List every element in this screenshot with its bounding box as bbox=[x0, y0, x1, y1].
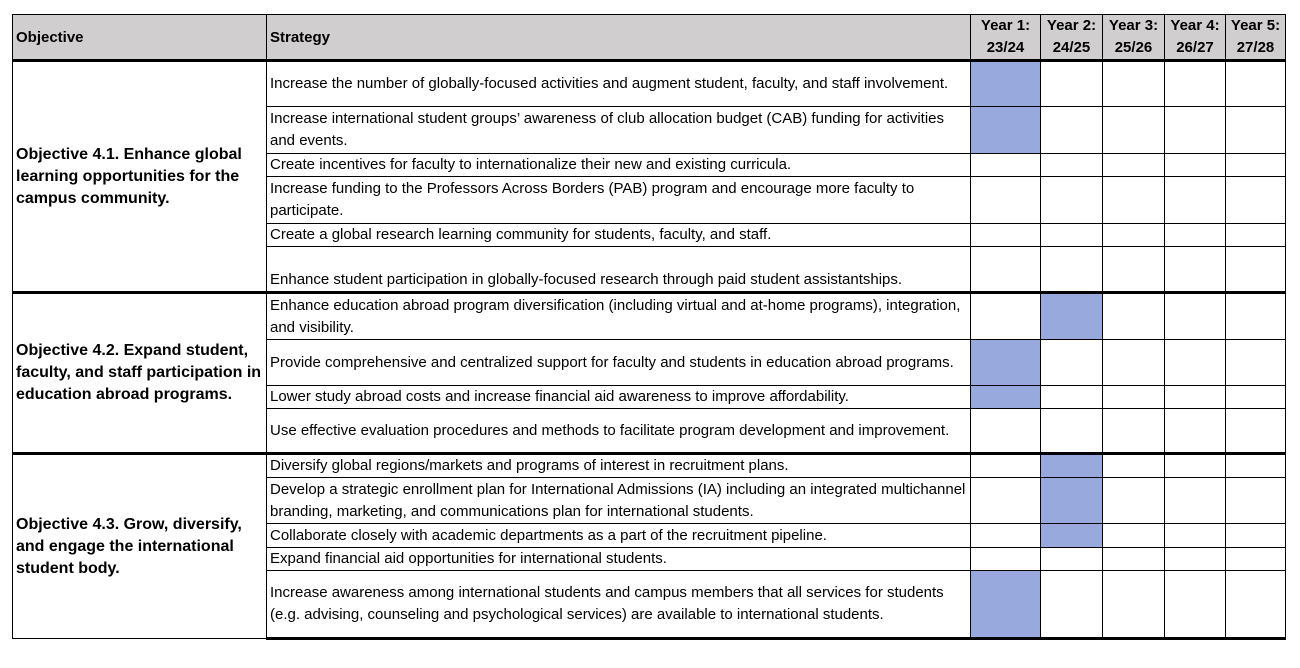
year-4-cell bbox=[1165, 548, 1226, 571]
strategy-cell: Lower study abroad costs and increase financial aid awareness to improve affordability. bbox=[267, 386, 971, 409]
year-4-cell bbox=[1165, 107, 1226, 154]
year-5-cell bbox=[1226, 478, 1286, 524]
year-5-cell bbox=[1226, 293, 1286, 340]
table-row bbox=[13, 454, 1286, 478]
year-5-cell bbox=[1226, 524, 1286, 548]
year-5-cell bbox=[1226, 61, 1286, 107]
strategy-cell: Increase awareness among international students and campus members that all services for students (e.g. advising, counseling and psychological services) are available to international students. bbox=[267, 571, 971, 639]
year-1-cell bbox=[971, 154, 1041, 177]
strategy-cell: Enhance education abroad program diversification (including virtual and at-home programs), integration, and visibility. bbox=[267, 293, 971, 340]
table-row bbox=[13, 61, 1286, 107]
year-3-cell bbox=[1103, 61, 1165, 107]
year-5-label: Year 5: bbox=[1230, 17, 1281, 34]
year-1-cell bbox=[971, 293, 1041, 340]
year-1-cell bbox=[971, 247, 1041, 293]
year-2-cell bbox=[1041, 107, 1103, 154]
year-5-cell bbox=[1226, 454, 1286, 478]
year-2-cell bbox=[1041, 293, 1103, 340]
year-3-cell bbox=[1103, 224, 1165, 247]
year-2-cell bbox=[1041, 340, 1103, 386]
year-5-header bbox=[1226, 15, 1286, 61]
objective-cell: Objective 4.1. Enhance global learning opportunities for the campus community. bbox=[13, 61, 267, 293]
strategy-cell: Create incentives for faculty to internationalize their new and existing curricula. bbox=[267, 154, 971, 177]
year-1-cell bbox=[971, 61, 1041, 107]
strategic-plan-table bbox=[12, 14, 1286, 640]
year-1-range: 23/24 bbox=[986, 39, 1025, 56]
objective-header: Objective bbox=[13, 15, 267, 61]
strategy-table-body bbox=[13, 61, 1286, 639]
objective-cell: Objective 4.2. Expand student, faculty, and staff participation in education abroad programs. bbox=[13, 293, 267, 454]
year-5-cell bbox=[1226, 548, 1286, 571]
header-row bbox=[13, 15, 1286, 61]
year-4-cell bbox=[1165, 571, 1226, 639]
strategic-plan-table-wrapper bbox=[12, 14, 1286, 640]
year-2-cell bbox=[1041, 61, 1103, 107]
year-4-cell bbox=[1165, 61, 1226, 107]
year-2-cell bbox=[1041, 247, 1103, 293]
year-1-cell bbox=[971, 454, 1041, 478]
year-2-cell bbox=[1041, 571, 1103, 639]
year-5-cell bbox=[1226, 571, 1286, 639]
year-2-cell bbox=[1041, 548, 1103, 571]
year-1-cell bbox=[971, 340, 1041, 386]
year-3-label: Year 3: bbox=[1108, 17, 1159, 34]
strategy-cell: Increase funding to the Professors Across Borders (PAB) program and encourage more faculty to participate. bbox=[267, 177, 971, 224]
year-2-range: 24/25 bbox=[1052, 39, 1091, 56]
year-4-header bbox=[1165, 15, 1226, 61]
year-1-label: Year 1: bbox=[980, 17, 1031, 34]
year-1-cell bbox=[971, 224, 1041, 247]
strategy-cell: Collaborate closely with academic departments as a part of the recruitment pipeline. bbox=[267, 524, 971, 548]
objective-cell: Objective 4.3. Grow, diversify, and engage the international student body. bbox=[13, 454, 267, 639]
year-4-cell bbox=[1165, 340, 1226, 386]
year-5-cell bbox=[1226, 247, 1286, 293]
year-4-cell bbox=[1165, 224, 1226, 247]
year-4-cell bbox=[1165, 177, 1226, 224]
year-3-cell bbox=[1103, 154, 1165, 177]
year-3-cell bbox=[1103, 247, 1165, 293]
year-3-cell bbox=[1103, 293, 1165, 340]
year-5-cell bbox=[1226, 154, 1286, 177]
strategy-cell: Increase the number of globally-focused activities and augment student, faculty, and staff involvement. bbox=[267, 61, 971, 107]
table-row bbox=[13, 293, 1286, 340]
strategy-cell: Diversify global regions/markets and programs of interest in recruitment plans. bbox=[267, 454, 971, 478]
year-5-cell bbox=[1226, 107, 1286, 154]
year-1-cell bbox=[971, 478, 1041, 524]
year-2-cell bbox=[1041, 478, 1103, 524]
year-1-cell bbox=[971, 107, 1041, 154]
strategy-cell: Use effective evaluation procedures and methods to facilitate program development and improvement. bbox=[267, 409, 971, 454]
year-4-cell bbox=[1165, 409, 1226, 454]
year-2-header bbox=[1041, 15, 1103, 61]
year-2-cell bbox=[1041, 524, 1103, 548]
year-4-cell bbox=[1165, 386, 1226, 409]
year-3-cell bbox=[1103, 107, 1165, 154]
strategy-cell: Develop a strategic enrollment plan for International Admissions (IA) including an integrated multichannel branding, marketing, and communications plan for international students. bbox=[267, 478, 971, 524]
year-1-cell bbox=[971, 177, 1041, 224]
year-3-cell bbox=[1103, 177, 1165, 224]
year-3-cell bbox=[1103, 478, 1165, 524]
year-4-cell bbox=[1165, 454, 1226, 478]
year-5-range: 27/28 bbox=[1236, 39, 1275, 56]
year-2-cell bbox=[1041, 177, 1103, 224]
year-4-cell bbox=[1165, 247, 1226, 293]
year-4-range: 26/27 bbox=[1176, 39, 1214, 56]
year-1-cell bbox=[971, 386, 1041, 409]
year-3-header bbox=[1103, 15, 1165, 61]
year-5-cell bbox=[1226, 224, 1286, 247]
strategy-cell: Provide comprehensive and centralized support for faculty and students in education abroad programs. bbox=[267, 340, 971, 386]
year-3-cell bbox=[1103, 409, 1165, 454]
year-2-cell bbox=[1041, 386, 1103, 409]
year-4-label: Year 4: bbox=[1170, 17, 1220, 34]
strategy-header: Strategy bbox=[267, 15, 971, 61]
year-3-cell bbox=[1103, 454, 1165, 478]
strategy-cell: Enhance student participation in globally-focused research through paid student assistantships. bbox=[267, 247, 971, 293]
year-1-cell bbox=[971, 524, 1041, 548]
year-1-cell bbox=[971, 571, 1041, 639]
year-3-cell bbox=[1103, 548, 1165, 571]
strategy-cell: Expand financial aid opportunities for international students. bbox=[267, 548, 971, 571]
year-4-cell bbox=[1165, 524, 1226, 548]
strategy-cell: Create a global research learning community for students, faculty, and staff. bbox=[267, 224, 971, 247]
year-1-cell bbox=[971, 548, 1041, 571]
year-3-cell bbox=[1103, 524, 1165, 548]
year-3-range: 25/26 bbox=[1114, 39, 1153, 56]
year-4-cell bbox=[1165, 293, 1226, 340]
year-2-cell bbox=[1041, 224, 1103, 247]
year-2-label: Year 2: bbox=[1046, 17, 1097, 34]
year-3-cell bbox=[1103, 340, 1165, 386]
strategy-cell: Increase international student groups’ awareness of club allocation budget (CAB) funding for activities and events. bbox=[267, 107, 971, 154]
year-3-cell bbox=[1103, 386, 1165, 409]
year-5-cell bbox=[1226, 177, 1286, 224]
year-1-cell bbox=[971, 409, 1041, 454]
year-5-cell bbox=[1226, 386, 1286, 409]
year-4-cell bbox=[1165, 478, 1226, 524]
year-4-cell bbox=[1165, 154, 1226, 177]
year-2-cell bbox=[1041, 409, 1103, 454]
year-5-cell bbox=[1226, 340, 1286, 386]
year-3-cell bbox=[1103, 571, 1165, 639]
year-1-header bbox=[971, 15, 1041, 61]
year-2-cell bbox=[1041, 154, 1103, 177]
year-5-cell bbox=[1226, 409, 1286, 454]
year-2-cell bbox=[1041, 454, 1103, 478]
